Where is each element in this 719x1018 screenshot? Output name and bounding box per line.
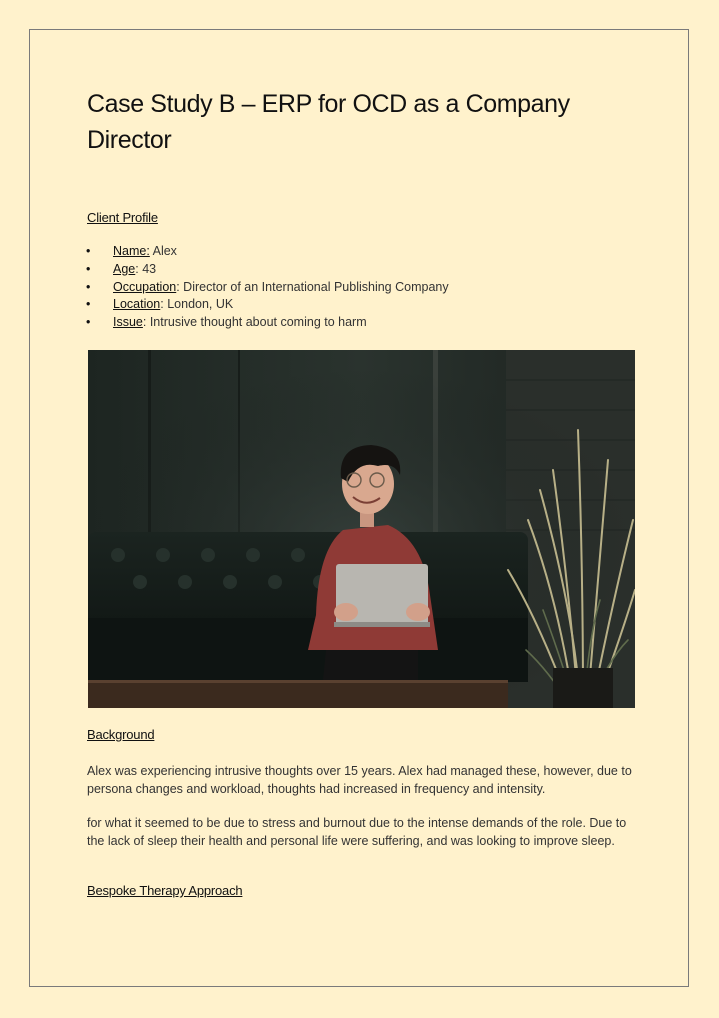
- profile-label-age: Age: [113, 261, 136, 276]
- document-title: Case Study B – ERP for OCD as a Company Director: [87, 90, 570, 154]
- client-photo-illustration: [88, 350, 635, 708]
- client-profile-heading: Client Profile: [87, 210, 158, 225]
- client-profile-list: [105, 243, 449, 332]
- profile-item-age: [105, 261, 449, 279]
- client-photo: [88, 350, 635, 708]
- profile-value-age: : 43: [135, 261, 157, 276]
- therapy-approach-heading: Bespoke Therapy Approach: [87, 883, 243, 898]
- profile-item-name: [105, 243, 449, 261]
- document-body: [87, 86, 647, 898]
- profile-label-occupation: Occupation: [113, 279, 177, 294]
- profile-label-location: Location: [113, 297, 161, 312]
- profile-item-location: [105, 296, 449, 314]
- profile-label-issue: Issue: [113, 315, 143, 330]
- profile-value-occupation: : Director of an International Publishing Company: [176, 279, 449, 294]
- background-paragraph-2: for what it seemed to be due to stress and burnout due to the intense demands of the role. Due to the lack of sleep their health and personal life were suffering, and was looking to improve sleep.: [87, 816, 627, 848]
- background-heading: Background: [87, 727, 155, 742]
- profile-value-name: Alex: [149, 244, 177, 258]
- profile-item-issue: [105, 314, 449, 332]
- profile-value-location: : London, UK: [160, 297, 234, 312]
- profile-label-name: Name:: [113, 244, 150, 258]
- profile-value-issue: : Intrusive thought about coming to harm: [142, 315, 367, 330]
- profile-item-occupation: [105, 279, 449, 297]
- background-paragraph-1: Alex was experiencing intrusive thoughts over 15 years. Alex had managed these, however, due to persona changes and workload, thoughts had increased in frequency and intensity.: [87, 764, 632, 796]
